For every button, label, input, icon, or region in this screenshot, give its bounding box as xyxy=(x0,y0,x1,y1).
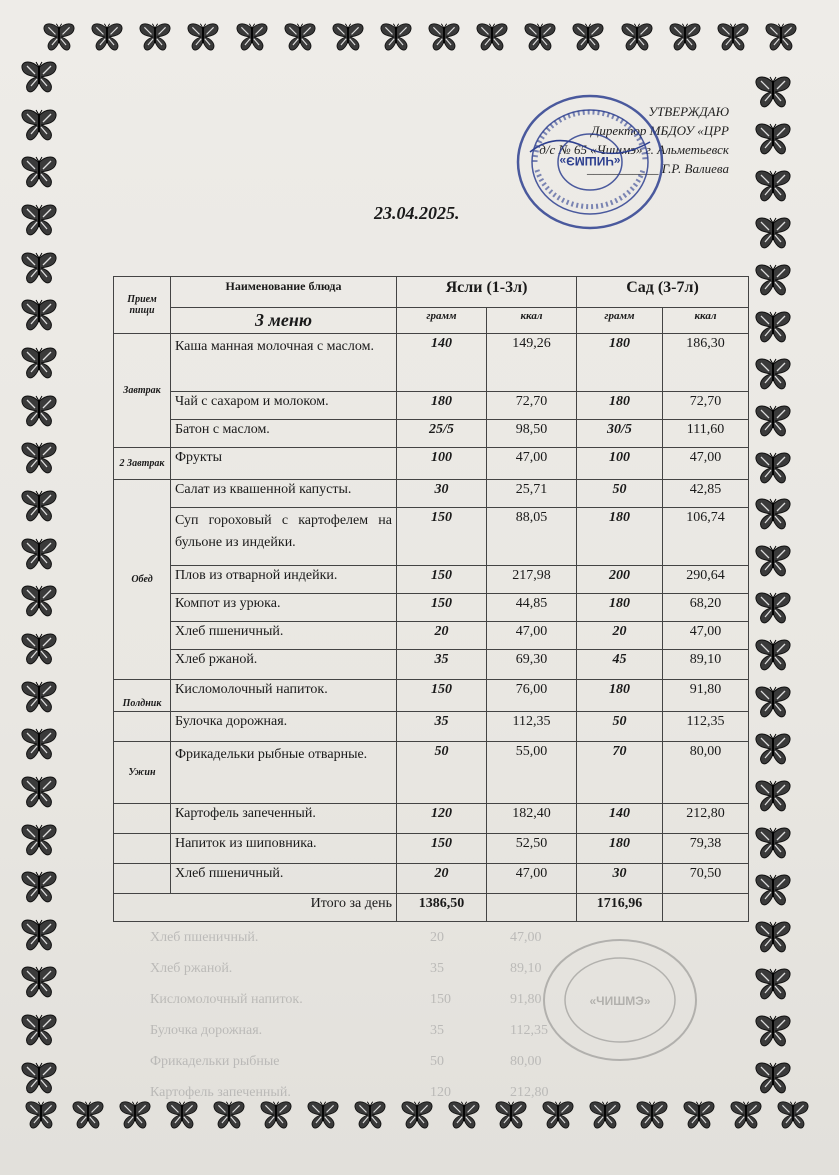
kcal-kindergarten: 186,30 xyxy=(663,334,749,392)
table-row xyxy=(114,864,749,894)
grams-kindergarten: 180 xyxy=(577,680,663,712)
approval-title: УТВЕРЖДАЮ xyxy=(648,104,729,119)
grams-nursery: 35 xyxy=(397,650,487,680)
ghost-cell: 89,10 xyxy=(510,961,542,976)
meal-empty xyxy=(114,834,171,864)
grams-nursery: 25/5 xyxy=(397,420,487,448)
stamp-center-text: «ЧИШМЭ» xyxy=(559,154,621,168)
table-row xyxy=(114,680,749,712)
menu-table xyxy=(113,276,749,922)
table-row xyxy=(114,650,749,680)
butterfly-icon xyxy=(233,22,271,52)
menu-date: 23.04.2025. xyxy=(374,203,460,223)
grams-nursery: 50 xyxy=(397,742,487,804)
approval-position: Директор МБДОУ «ЦРР xyxy=(591,123,729,138)
butterfly-icon xyxy=(752,310,794,344)
kcal-nursery: 47,00 xyxy=(487,448,577,480)
butterfly-icon xyxy=(666,22,704,52)
butterfly-icon xyxy=(18,918,60,952)
meal-empty xyxy=(114,712,171,742)
butterfly-icon xyxy=(752,451,794,485)
butterfly-icon xyxy=(18,155,60,189)
grams-kindergarten: 180 xyxy=(577,594,663,622)
dish-name: Фрикадельки рыбные отварные. xyxy=(171,742,397,804)
kcal-kindergarten: 111,60 xyxy=(663,420,749,448)
grams-kindergarten: 30/5 xyxy=(577,420,663,448)
kcal-nursery: 69,30 xyxy=(487,650,577,680)
table-row xyxy=(114,804,749,834)
ghost-cell: 35 xyxy=(430,961,444,976)
butterfly-icon xyxy=(136,22,174,52)
butterfly-icon xyxy=(329,22,367,52)
menu-number-label: 3 меню xyxy=(171,308,397,334)
ghost-cell: 20 xyxy=(430,930,444,945)
butterfly-icon xyxy=(88,22,126,52)
ghost-cell: 91,80 xyxy=(510,992,542,1007)
butterfly-icon xyxy=(18,489,60,523)
butterfly-icon xyxy=(473,22,511,52)
kcal-nursery: 44,85 xyxy=(487,594,577,622)
kcal-nursery: 112,35 xyxy=(487,712,577,742)
ghost-cell: 120 xyxy=(430,1085,451,1100)
grams-nursery: 30 xyxy=(397,480,487,508)
table-row xyxy=(114,712,749,742)
butterfly-icon xyxy=(752,779,794,813)
butterfly-icon xyxy=(18,727,60,761)
butterfly-icon xyxy=(18,870,60,904)
butterfly-icon xyxy=(18,965,60,999)
meal-breakfast: Завтрак xyxy=(114,334,171,448)
butterfly-icon xyxy=(752,544,794,578)
total-empty xyxy=(487,894,577,922)
butterfly-icon xyxy=(714,22,752,52)
butterfly-icon xyxy=(752,685,794,719)
grams-nursery: 20 xyxy=(397,864,487,894)
dish-name: Картофель запеченный. xyxy=(171,804,397,834)
kcal-kindergarten: 47,00 xyxy=(663,622,749,650)
butterfly-icon xyxy=(752,122,794,156)
ghost-cell: 112,35 xyxy=(510,1023,548,1038)
approval-signature: ___________ Г.Р. Валиева xyxy=(587,161,729,176)
meal-empty xyxy=(114,864,171,894)
kcal-kindergarten: 212,80 xyxy=(663,804,749,834)
dish-name: Хлеб пшеничный. xyxy=(171,864,397,894)
dish-name: Хлеб ржаной. xyxy=(171,650,397,680)
grams-nursery: 150 xyxy=(397,508,487,566)
butterfly-icon xyxy=(18,298,60,332)
table-header-row xyxy=(114,277,749,308)
butterfly-icon xyxy=(18,823,60,857)
butterfly-icon xyxy=(377,22,415,52)
ghost-cell: 47,00 xyxy=(510,930,542,945)
ghost-cell: Картофель запеченный. xyxy=(150,1085,291,1100)
butterfly-border-top xyxy=(40,22,800,52)
butterfly-icon xyxy=(18,537,60,571)
butterfly-icon xyxy=(752,591,794,625)
dish-column-header: Наименование блюда xyxy=(171,277,397,308)
grams-nursery: 140 xyxy=(397,334,487,392)
ghost-cell: 35 xyxy=(430,1023,444,1038)
dish-name: Компот из урюка. xyxy=(171,594,397,622)
grams-kindergarten: 45 xyxy=(577,650,663,680)
dish-name: Булочка дорожная. xyxy=(171,712,397,742)
butterfly-icon xyxy=(18,251,60,285)
kcal-kindergarten: 70,50 xyxy=(663,864,749,894)
butterfly-icon xyxy=(18,203,60,237)
butterfly-icon xyxy=(618,22,656,52)
grams-kindergarten: 100 xyxy=(577,448,663,480)
kcal-kindergarten: 89,10 xyxy=(663,650,749,680)
butterfly-icon xyxy=(18,775,60,809)
butterfly-icon xyxy=(521,22,559,52)
kcal-nursery: 149,26 xyxy=(487,334,577,392)
kcal-header-1: ккал xyxy=(487,308,577,334)
table-row xyxy=(114,622,749,650)
butterfly-icon xyxy=(752,638,794,672)
grams-kindergarten: 20 xyxy=(577,622,663,650)
butterfly-icon xyxy=(752,1014,794,1048)
butterfly-icon xyxy=(18,632,60,666)
dish-name: Плов из отварной индейки. xyxy=(171,566,397,594)
kcal-nursery: 98,50 xyxy=(487,420,577,448)
total-row xyxy=(114,894,749,922)
ghost-cell: 150 xyxy=(430,992,451,1007)
ghost-cell: Хлеб пшеничный. xyxy=(150,930,259,945)
table-row xyxy=(114,594,749,622)
butterfly-icon xyxy=(774,1100,812,1130)
grams-kindergarten: 180 xyxy=(577,834,663,864)
total-label: Итого за день xyxy=(114,894,397,922)
butterfly-icon xyxy=(184,22,222,52)
butterfly-icon xyxy=(752,169,794,203)
dish-name: Напиток из шиповника. xyxy=(171,834,397,864)
kcal-kindergarten: 68,20 xyxy=(663,594,749,622)
table-subheader-row xyxy=(114,308,749,334)
grams-kindergarten: 50 xyxy=(577,712,663,742)
butterfly-icon xyxy=(752,920,794,954)
ghost-row xyxy=(150,1085,750,1116)
butterfly-icon xyxy=(18,584,60,618)
table-row xyxy=(114,448,749,480)
butterfly-icon xyxy=(425,22,463,52)
grams-kindergarten: 180 xyxy=(577,392,663,420)
ghost-cell: Хлеб ржаной. xyxy=(150,961,233,976)
grams-nursery: 150 xyxy=(397,594,487,622)
meal-column-header: Прием пищи xyxy=(114,277,171,334)
butterfly-icon xyxy=(752,404,794,438)
butterfly-icon xyxy=(752,826,794,860)
kcal-nursery: 47,00 xyxy=(487,622,577,650)
kcal-nursery: 47,00 xyxy=(487,864,577,894)
meal-dinner: Ужин xyxy=(114,742,171,804)
butterfly-icon xyxy=(762,22,800,52)
kcal-kindergarten: 42,85 xyxy=(663,480,749,508)
butterfly-icon xyxy=(22,1100,60,1130)
grams-nursery: 150 xyxy=(397,566,487,594)
butterfly-icon xyxy=(18,1061,60,1095)
grams-kindergarten: 140 xyxy=(577,804,663,834)
dish-name: Батон с маслом. xyxy=(171,420,397,448)
butterfly-icon xyxy=(752,497,794,531)
ghost-cell: 212,80 xyxy=(510,1085,549,1100)
butterfly-icon xyxy=(752,873,794,907)
butterfly-icon xyxy=(752,1061,794,1095)
butterfly-icon xyxy=(752,357,794,391)
meal-lunch: Обед xyxy=(114,480,171,680)
grams-nursery: 35 xyxy=(397,712,487,742)
grams-nursery: 150 xyxy=(397,834,487,864)
kcal-nursery: 88,05 xyxy=(487,508,577,566)
kcal-nursery: 72,70 xyxy=(487,392,577,420)
grams-nursery: 180 xyxy=(397,392,487,420)
grams-nursery: 20 xyxy=(397,622,487,650)
butterfly-icon xyxy=(18,441,60,475)
ghost-cell: Фрикадельки рыбные xyxy=(150,1054,280,1069)
butterfly-icon xyxy=(18,60,60,94)
meal-empty xyxy=(114,804,171,834)
butterfly-border-right xyxy=(752,75,794,1095)
total-empty xyxy=(663,894,749,922)
table-row xyxy=(114,566,749,594)
total-kindergarten: 1716,96 xyxy=(577,894,663,922)
butterfly-icon xyxy=(116,1100,154,1130)
grams-kindergarten: 50 xyxy=(577,480,663,508)
butterfly-icon xyxy=(752,967,794,1001)
butterfly-icon xyxy=(69,1100,107,1130)
dish-name: Каша манная молочная с маслом. xyxy=(171,334,397,392)
gram-header-1: грамм xyxy=(397,308,487,334)
kcal-kindergarten: 72,70 xyxy=(663,392,749,420)
meal-second-breakfast: 2 Завтрак xyxy=(114,448,171,480)
butterfly-icon xyxy=(40,22,78,52)
kcal-nursery: 52,50 xyxy=(487,834,577,864)
kcal-kindergarten: 91,80 xyxy=(663,680,749,712)
table-row xyxy=(114,420,749,448)
butterfly-icon xyxy=(569,22,607,52)
table-row xyxy=(114,480,749,508)
dish-name: Суп гороховый с картофелем на бульоне из индейки. xyxy=(171,508,397,566)
butterfly-icon xyxy=(18,108,60,142)
butterfly-icon xyxy=(18,1013,60,1047)
ghost-cell: Кисломолочный напиток. xyxy=(150,992,303,1007)
kcal-kindergarten: 112,35 xyxy=(663,712,749,742)
faded-stamp-icon xyxy=(540,935,700,1065)
dish-name: Чай с сахаром и молоком. xyxy=(171,392,397,420)
grams-kindergarten: 180 xyxy=(577,334,663,392)
butterfly-icon xyxy=(752,75,794,109)
table-row xyxy=(114,508,749,566)
kcal-kindergarten: 290,64 xyxy=(663,566,749,594)
butterfly-icon xyxy=(752,216,794,250)
table-row xyxy=(114,742,749,804)
butterfly-icon xyxy=(281,22,319,52)
table-row xyxy=(114,834,749,864)
kcal-nursery: 25,71 xyxy=(487,480,577,508)
ghost-cell: 50 xyxy=(430,1054,444,1069)
dish-name: Салат из квашенной капусты. xyxy=(171,480,397,508)
kcal-kindergarten: 79,38 xyxy=(663,834,749,864)
kcal-nursery: 55,00 xyxy=(487,742,577,804)
ghost-cell: 80,00 xyxy=(510,1054,542,1069)
butterfly-icon xyxy=(752,732,794,766)
kcal-header-2: ккал xyxy=(663,308,749,334)
kcal-nursery: 76,00 xyxy=(487,680,577,712)
faded-stamp-text: «ЧИШМЭ» xyxy=(589,994,651,1008)
grams-kindergarten: 180 xyxy=(577,508,663,566)
dish-name: Кисломолочный напиток. xyxy=(171,680,397,712)
total-nursery: 1386,50 xyxy=(397,894,487,922)
dish-name: Фрукты xyxy=(171,448,397,480)
butterfly-icon xyxy=(752,263,794,297)
kcal-kindergarten: 80,00 xyxy=(663,742,749,804)
butterfly-icon xyxy=(18,346,60,380)
ghost-cell: Булочка дорожная. xyxy=(150,1023,263,1038)
butterfly-border-left xyxy=(18,60,60,1095)
group-kindergarten-header: Сад (3-7л) xyxy=(577,277,749,308)
gram-header-2: грамм xyxy=(577,308,663,334)
grams-nursery: 100 xyxy=(397,448,487,480)
grams-kindergarten: 30 xyxy=(577,864,663,894)
table-row xyxy=(114,392,749,420)
kcal-nursery: 217,98 xyxy=(487,566,577,594)
dish-name: Хлеб пшеничный. xyxy=(171,622,397,650)
kcal-nursery: 182,40 xyxy=(487,804,577,834)
seal-stamp-icon xyxy=(515,92,665,232)
grams-kindergarten: 70 xyxy=(577,742,663,804)
butterfly-icon xyxy=(18,680,60,714)
kcal-kindergarten: 47,00 xyxy=(663,448,749,480)
grams-kindergarten: 200 xyxy=(577,566,663,594)
meal-snack: Полдник xyxy=(114,680,171,712)
grams-nursery: 150 xyxy=(397,680,487,712)
group-nursery-header: Ясли (1-3л) xyxy=(397,277,577,308)
approval-institution: д/с № 65 «Чишмэ» г. Альметьевск xyxy=(539,142,729,157)
grams-nursery: 120 xyxy=(397,804,487,834)
table-row xyxy=(114,334,749,392)
butterfly-icon xyxy=(18,394,60,428)
kcal-kindergarten: 106,74 xyxy=(663,508,749,566)
